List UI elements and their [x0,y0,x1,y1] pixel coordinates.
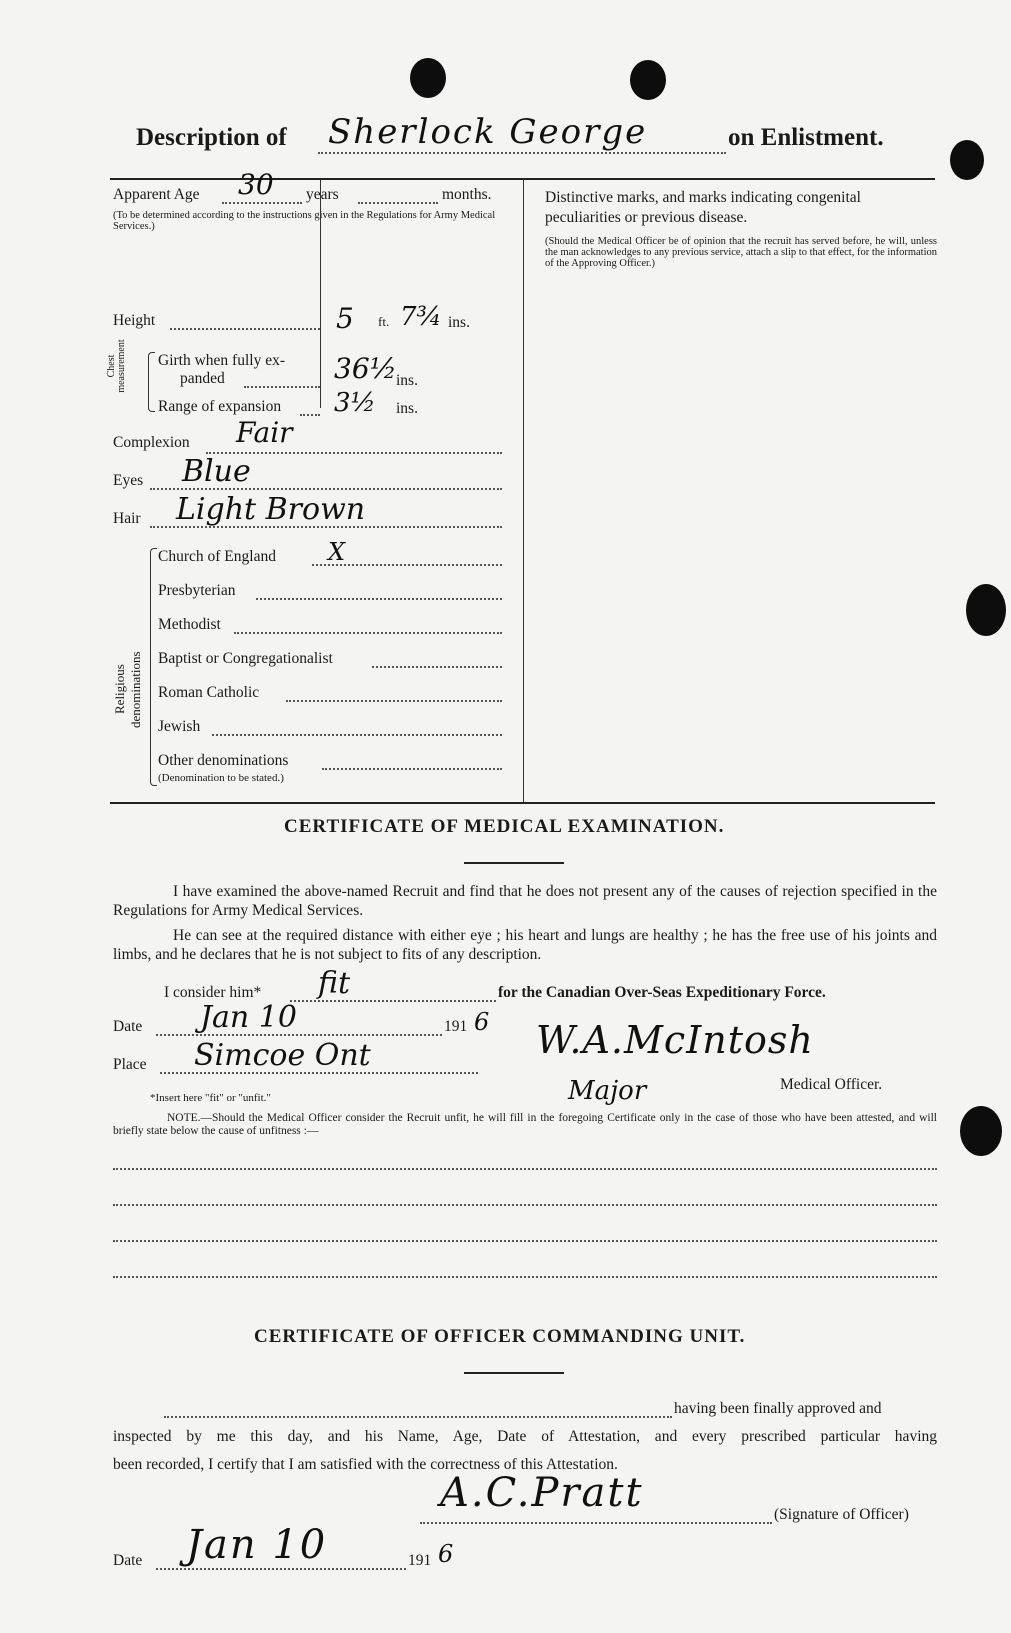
consider-value: fit [318,966,351,1001]
chest-label: Chest measurement [106,339,127,393]
religion-jewish: Jewish [158,718,201,735]
medical-date-line [156,1034,442,1036]
hair-label: Hair [113,510,141,527]
eyes-line [150,488,502,490]
catholic-line [286,700,502,702]
commanding-year-prefix: 191 [408,1552,432,1569]
medical-date-label: Date [113,1018,143,1035]
hair-value: Light Brown [176,492,366,527]
unfit-line-1 [113,1168,937,1170]
recruit-name: Sherlock George [328,112,648,152]
medical-heading-rule [464,862,564,864]
religion-baptist: Baptist or Congregationalist [158,650,333,667]
commanding-heading-rule [464,1372,564,1374]
complexion-value: Fair [236,416,293,449]
place-label: Place [113,1056,147,1073]
punch-hole-top-2 [630,60,666,100]
medical-officer-rank: Major [568,1076,647,1106]
religion-bracket [150,548,157,786]
height-feet: 5 [336,302,354,335]
years-label: years [306,186,339,203]
medical-officer-label: Medical Officer. [780,1076,883,1093]
ins-label: ins. [448,314,470,331]
height-label: Height [113,312,156,329]
consider-line [290,1000,496,1002]
religion-church-of-england: Church of England [158,548,276,565]
religion-methodist: Methodist [158,616,221,633]
commanding-signature: A.C.Pratt [440,1470,644,1516]
religion-roman-catholic: Roman Catholic [158,684,260,701]
presbyterian-line [256,598,502,600]
girth-label-1: Girth when fully ex- [158,352,285,369]
chest-bracket [148,352,155,412]
range-label: Range of expansion [158,398,282,415]
range-unit: ins. [396,400,418,417]
age-value: 30 [238,168,274,201]
commanding-line-3: been recorded, I certify that I am satisfied with the correctness of this Attestation. [113,1456,618,1473]
baptist-line [372,666,502,668]
range-line [300,414,320,416]
marks-note: (Should the Medical Officer be of opinion that the recruit has served before, he will, unless the man acknowledges to any previous service, attach a slip to that effect, for the information of the Approving Officer.) [545,236,937,269]
commanding-date-label: Date [113,1552,143,1569]
ft-label: ft. [378,314,390,329]
measure-divider [320,180,321,408]
medical-year-suffix: 6 [474,1008,490,1036]
religion-presbyterian: Presbyterian [158,582,236,599]
age-line [222,202,302,204]
unfit-line-3 [113,1240,937,1242]
commanding-line-2: inspected by me this day, and his Name, Age, Date of Attestation, and every prescribed particular having [113,1428,937,1445]
age-note: (To be determined according to the instructions given in the Regulations for Army Medical Services.) [113,210,496,232]
height-line [170,328,320,330]
place-line [160,1072,478,1074]
other-line [322,768,502,770]
punch-hole-right-3 [960,1106,1002,1156]
girth-line [244,386,320,388]
religion-other: Other denominations [158,752,289,769]
height-inches: 7¾ [400,302,442,332]
months-label: months. [442,186,492,203]
months-line [358,202,438,204]
place-value: Simcoe Ont [194,1038,371,1073]
girth-unit: ins. [396,372,418,389]
punch-hole-right-1 [950,140,984,180]
range-value: 3½ [334,388,376,418]
medical-heading: CERTIFICATE OF MEDICAL EXAMINATION. [284,816,725,837]
religion-label-2: denominations [128,651,143,728]
punch-hole-top-1 [410,58,446,98]
unfit-note: NOTE.—Should the Medical Officer consider the Recruit unfit, he will fill in the foregoing Certificate only in the case of those who have been attested, and will briefly state below the cause of unfitness :— [113,1112,937,1137]
eyes-value: Blue [182,454,251,489]
commanding-line-1-suffix: having been finally approved and [674,1400,882,1417]
name-line [318,152,726,154]
religion-label-1: Religious [112,664,127,714]
medical-officer-signature: W.A.McIntosh [536,1018,814,1062]
medical-para-2: He can see at the required distance with either eye ; his heart and lungs are healthy ; he has the free use of his joints and limbs, and he declares that he is not subject to fits of any description. [113,927,937,963]
age-label: Apparent Age [113,186,200,203]
church-line [312,564,502,566]
medical-date-value: Jan 10 [200,1000,297,1035]
bottom-rule [110,802,935,804]
marks-label: Distinctive marks, and marks indicating congenital peculiarities or previous disease. [545,189,861,226]
commanding-date-value: Jan 10 [186,1522,328,1568]
methodist-line [234,632,502,634]
unfit-line-2 [113,1204,937,1206]
hair-line [150,526,502,528]
consider-label: I consider him* [164,984,262,1001]
title-suffix: on Enlistment. [728,124,884,151]
force-label: for the Canadian Over-Seas Expeditionary Force. [498,984,826,1001]
punch-hole-right-2 [966,584,1006,636]
commanding-year-suffix: 6 [438,1540,454,1568]
medical-para-1: I have examined the above-named Recruit and find that he does not present any of the causes of rejection specified in the Regulations for Army Medical Services. [113,883,937,919]
commanding-heading: CERTIFICATE OF OFFICER COMMANDING UNIT. [254,1326,746,1347]
commanding-signature-line [420,1522,772,1524]
medical-year-prefix: 191 [444,1018,468,1035]
commanding-signature-label: (Signature of Officer) [774,1506,909,1523]
jewish-line [212,734,502,736]
title-prefix: Description of [136,124,287,151]
girth-label-2: panded [180,370,225,387]
church-mark: X [328,538,346,566]
religion-other-note: (Denomination to be stated.) [158,772,284,784]
insert-note: *Insert here "fit" or "unfit." [150,1092,271,1104]
complexion-label: Complexion [113,434,190,451]
column-divider [523,178,524,802]
girth-value: 36½ [334,352,397,385]
eyes-label: Eyes [113,472,144,489]
unfit-line-4 [113,1276,937,1278]
commanding-line-1 [164,1416,672,1418]
commanding-date-line [156,1568,406,1570]
